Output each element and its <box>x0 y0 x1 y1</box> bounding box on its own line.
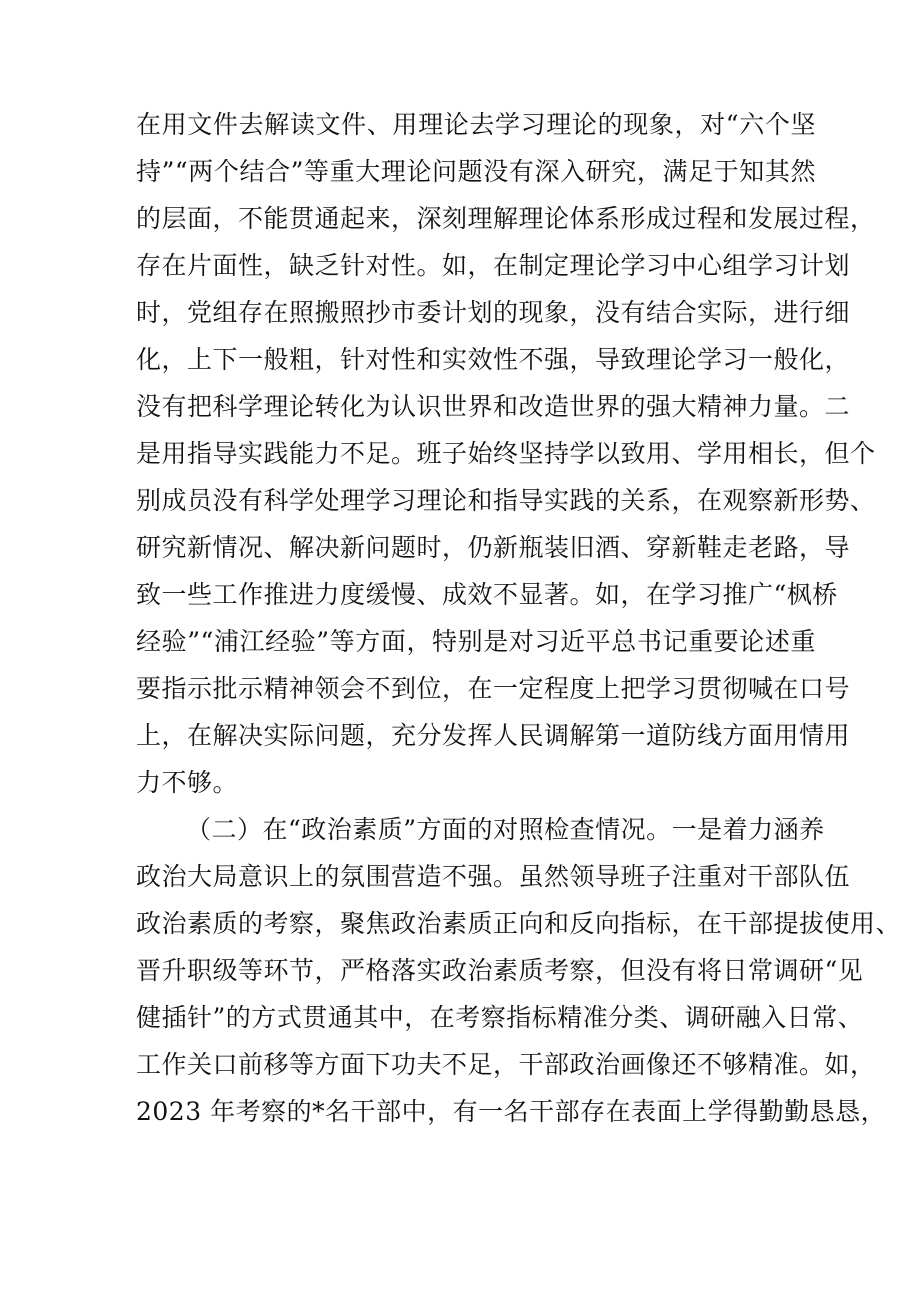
text-line: 政治大局意识上的氛围营造不强。虽然领导班子注重对干部队伍 <box>136 862 851 891</box>
text-line: 在用文件去解读文件、用理论去学习理论的现象，对“六个坚 <box>136 110 816 139</box>
text-line: 是用指导实践能力不足。班子始终坚持学以致用、学用相长，但个 <box>136 439 876 468</box>
text-line: 力不够。 <box>136 768 239 797</box>
text-line: 的层面，不能贯通起来，深刻理解理论体系形成过程和发展过程， <box>136 204 876 233</box>
text-line: 晋升职级等环节，严格落实政治素质考察，但没有将日常调研“见 <box>136 956 864 985</box>
text-line: 致一些工作推进力度缓慢、成效不显著。如，在学习推广“枫桥 <box>136 580 838 609</box>
text-line: 没有把科学理论转化为认识世界和改造世界的强大精神力量。二 <box>136 392 851 421</box>
section-heading-line: （二）在“政治素质”方面的对照检查情况。一是着力涵养 <box>186 815 825 844</box>
text-line: 工作关口前移等方面下功夫不足，干部政治画像还不够精准。如， <box>136 1050 876 1079</box>
text-line: 要指示批示精神领会不到位，在一定程度上把学习贯彻喊在口号 <box>136 674 851 703</box>
text-line: 政治素质的考察，聚焦政治素质正向和反向指标，在干部提拔使用、 <box>136 909 902 938</box>
text-line: 时，党组存在照搬照抄市委计划的现象，没有结合实际，进行细 <box>136 298 851 327</box>
text-line: 研究新情况、解决新问题时，仍新瓶装旧酒、穿新鞋走老路，导 <box>136 533 851 562</box>
text-line: 上，在解决实际问题，充分发挥人民调解第一道防线方面用情用 <box>136 721 851 750</box>
text-line: 存在片面性，缺乏针对性。如，在制定理论学习中心组学习计划 <box>136 251 851 280</box>
text-line: 别成员没有科学处理学习理论和指导实践的关系，在观察新形势、 <box>136 486 876 515</box>
text-line: 持”“两个结合”等重大理论问题没有深入研究，满足于知其然 <box>136 157 816 186</box>
text-line: 2023 年考察的*名干部中，有一名干部存在表面上学得勤勤恳恳， <box>136 1097 887 1126</box>
text-line: 经验”“浦江经验”等方面，特别是对习近平总书记重要论述重 <box>136 627 816 656</box>
text-line: 化，上下一般粗，针对性和实效性不强，导致理论学习一般化， <box>136 345 851 374</box>
text-line: 健插针”的方式贯通其中，在考察指标精准分类、调研融入日常、 <box>136 1003 864 1032</box>
